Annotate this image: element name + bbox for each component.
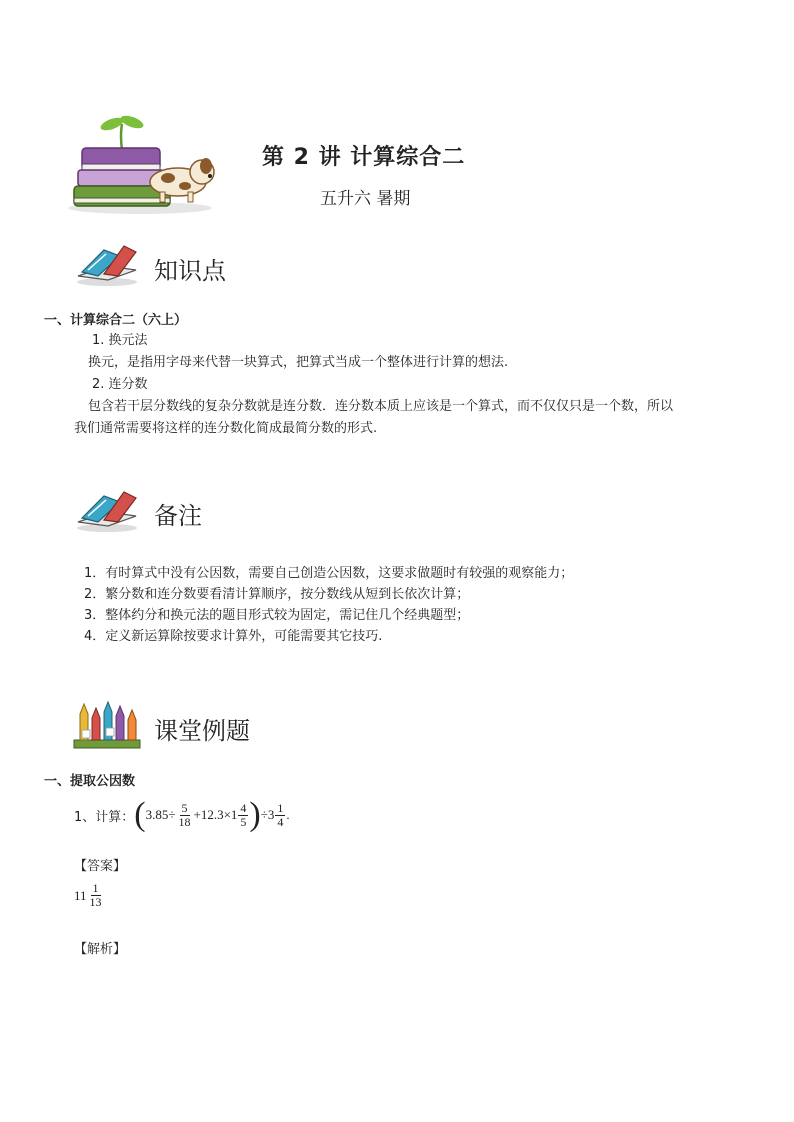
expr-term: +12.3×1 [193,807,238,822]
item2-title: 2. 连分数 [92,377,148,392]
note-item-2: 2．繁分数和连分数要看清计算顺序，按分数线从短到长依次计算； [84,587,470,602]
fraction-denominator: 18 [178,814,191,829]
fraction-numerator: 4 [240,800,247,815]
examples-section-heading: 一、提取公因数 [44,774,136,789]
fraction-numerator: 5 [181,800,188,815]
page-subtitle: 五升六 暑期 [320,189,411,209]
fraction-4-5 [238,802,248,829]
right-paren: ) [249,796,261,833]
fraction-denominator: 13 [89,895,102,909]
page-title: 第 2 讲 计算综合二 [262,145,466,170]
knowledge-title: 知识点 [154,257,226,285]
fraction-numerator: 1 [92,881,99,895]
fraction-5-18 [177,802,193,829]
open-book-icon [74,240,140,288]
fraction-1-4 [275,802,285,829]
fraction-denominator: 5 [240,814,247,829]
examples-title: 课堂例题 [154,717,250,745]
expr-end: . [286,807,290,822]
analysis-label: 【解析】 [74,942,127,957]
books-dog-illustration [60,110,220,215]
answer-value [74,882,105,909]
fraction-denominator: 4 [277,814,284,829]
notes-title: 备注 [154,502,202,530]
answer-label: 【答案】 [74,859,127,874]
answer-whole: 11 [74,887,87,903]
expr-op: ÷ [168,807,176,822]
answer-fraction [88,882,104,909]
expr-term: ÷3 [260,807,275,822]
open-book-icon [74,486,140,534]
note-item-4: 4．定义新运算除按要求计算外，可能需要其它技巧. [84,629,383,644]
item1-title: 1. 换元法 [92,333,148,348]
item2-line1: 包含若干层分数线的复杂分数就是连分数．连分数本质上应该是一个算式，而不仅仅只是一个数，所以 [88,399,674,414]
item2-line2: 我们通常需要将这样的连分数化简成最简分数的形式. [74,421,378,436]
item1-text: 换元，是指用字母来代替一块算式，把算式当成一个整体进行计算的想法. [88,355,509,370]
left-paren: ( [134,796,146,833]
pencils-icon [72,700,142,750]
note-item-1: 1．有时算式中没有公因数，需要自己创造公因数，这要求做题时有较强的观察能力； [84,566,574,581]
knowledge-section-heading: 一、计算综合二（六上） [44,313,188,328]
fraction-numerator: 1 [277,800,284,815]
problem-label: 1、计算： [74,809,135,825]
expr-term: 3.85 [145,807,169,822]
problem-1 [74,795,290,835]
note-item-3: 3．整体约分和换元法的题目形式较为固定，需记住几个经典题型； [84,608,470,623]
